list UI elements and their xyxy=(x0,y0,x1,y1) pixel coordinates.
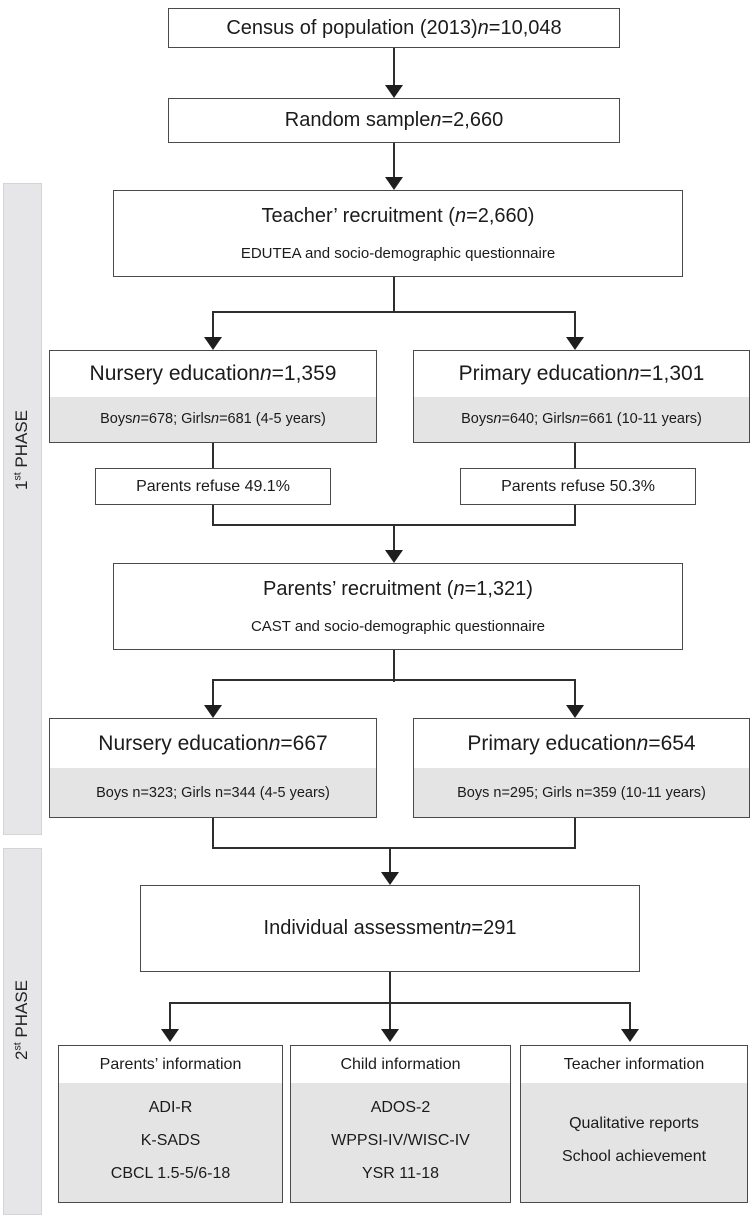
n-symbol: n xyxy=(627,361,640,385)
flow-line xyxy=(393,48,395,88)
text-part: Nursery education xyxy=(89,361,260,385)
text-part: =2,660 xyxy=(441,109,504,131)
n-symbol: n xyxy=(571,411,581,428)
phase1-label xyxy=(13,410,33,490)
ordinal-suffix: st xyxy=(11,472,24,481)
list-item: ADI-R xyxy=(148,1098,193,1116)
text-part: =661 (10-11 years) xyxy=(580,411,702,428)
flow-line xyxy=(389,972,391,1004)
parents-information-box xyxy=(58,1045,283,1203)
flow-line xyxy=(393,524,395,552)
teacher-recruitment-title xyxy=(114,205,682,228)
text-part: =291 xyxy=(471,917,517,939)
parents-refuse-right-box xyxy=(460,468,696,505)
flow-line xyxy=(212,311,214,339)
flow-line xyxy=(389,1002,391,1030)
text-part: Nursery education xyxy=(98,731,269,755)
flow-line xyxy=(574,505,576,526)
n-symbol: n xyxy=(636,731,649,755)
list-item: School achievement xyxy=(561,1148,707,1165)
text-part: =640; Girls xyxy=(501,411,572,428)
text-part: =654 xyxy=(648,731,696,755)
census-title xyxy=(169,9,619,47)
flow-line xyxy=(393,143,395,180)
nursery-phase2-detail: Boys n=323; Girls n=344 (4-5 years) xyxy=(50,768,376,817)
text-part: =1,301 xyxy=(639,361,705,385)
arrow-down-icon xyxy=(621,1029,639,1042)
ordinal-suffix: st xyxy=(11,1042,24,1051)
flow-line xyxy=(212,679,576,681)
text-part: PHASE xyxy=(12,409,32,473)
n-symbol: n xyxy=(430,109,442,131)
child-information-list xyxy=(291,1083,510,1202)
census-box xyxy=(168,8,620,48)
text-part: Boys xyxy=(100,411,133,428)
text-part: 1 xyxy=(12,480,32,491)
arrow-down-icon xyxy=(204,705,222,718)
primary-phase1-box xyxy=(413,350,750,443)
parents-recruitment-title xyxy=(114,578,682,601)
flow-line xyxy=(212,679,214,708)
arrow-down-icon xyxy=(385,85,403,98)
parents-information-title: Parents’ information xyxy=(99,1055,242,1073)
text-part: =681 (4-5 years) xyxy=(219,411,326,428)
flow-line xyxy=(169,1002,171,1030)
primary-phase1-title xyxy=(414,351,749,397)
parents-refuse-left-label: Parents refuse 49.1% xyxy=(136,477,290,495)
primary-phase2-detail: Boys n=295; Girls n=359 (10-11 years) xyxy=(414,768,749,817)
arrow-down-icon xyxy=(381,1029,399,1042)
nursery-phase2-title xyxy=(50,719,376,768)
n-symbol: n xyxy=(493,411,502,428)
n-symbol: n xyxy=(268,731,281,755)
text-part: =2,660) xyxy=(466,205,535,228)
flow-line xyxy=(629,1002,631,1030)
n-symbol: n xyxy=(210,411,220,428)
parents-recruitment-subtitle: CAST and socio-demographic questionnaire xyxy=(250,617,546,635)
list-item: CBCL 1.5-5/6-18 xyxy=(110,1164,231,1182)
teacher-information-list xyxy=(521,1083,747,1202)
list-item: K-SADS xyxy=(140,1131,201,1149)
arrow-down-icon xyxy=(385,177,403,190)
list-item: Qualitative reports xyxy=(569,1115,699,1132)
n-symbol: n xyxy=(132,411,141,428)
arrow-down-icon xyxy=(161,1029,179,1042)
teacher-recruitment-box xyxy=(113,190,683,277)
text-part: Primary education xyxy=(458,361,628,385)
flow-line xyxy=(574,443,576,468)
text-part: Parents’ recruitment ( xyxy=(263,578,454,601)
flow-line xyxy=(574,818,576,849)
n-symbol: n xyxy=(259,361,272,385)
teacher-information-title: Teacher information xyxy=(563,1055,705,1073)
text-part: Boys xyxy=(461,411,494,428)
child-information-title: Child information xyxy=(340,1055,461,1073)
text-part: Census of population (2013) xyxy=(226,16,478,39)
text-part: Primary education xyxy=(467,731,637,755)
flow-line xyxy=(212,505,214,526)
flow-line xyxy=(393,277,395,313)
parents-refuse-right-label: Parents refuse 50.3% xyxy=(501,477,655,495)
flow-line xyxy=(574,679,576,708)
parents-information-list xyxy=(59,1083,282,1202)
flow-line xyxy=(212,847,576,849)
text-part: =10,048 xyxy=(488,16,562,39)
individual-assessment-box xyxy=(140,885,640,972)
text-part: =667 xyxy=(280,731,328,755)
arrow-down-icon xyxy=(566,337,584,350)
flow-line xyxy=(212,818,214,849)
list-item: WPPSI-IV/WISC-IV xyxy=(331,1131,470,1149)
n-symbol: n xyxy=(453,578,465,601)
individual-assessment-title xyxy=(141,886,639,971)
n-symbol: n xyxy=(460,917,472,939)
parents-refuse-left-box xyxy=(95,468,331,505)
flow-line xyxy=(212,443,214,468)
text-part: 2 xyxy=(12,1050,32,1061)
phase2-label-wrap xyxy=(3,955,42,1085)
flow-line xyxy=(389,847,391,875)
random-sample-title xyxy=(169,99,619,142)
arrow-down-icon xyxy=(566,705,584,718)
nursery-phase1-box xyxy=(49,350,377,443)
child-information-box xyxy=(290,1045,511,1203)
random-sample-box xyxy=(168,98,620,143)
phase1-label-wrap xyxy=(3,380,42,520)
nursery-phase1-title xyxy=(50,351,376,397)
nursery-phase2-box xyxy=(49,718,377,818)
teacher-recruitment-subtitle: EDUTEA and socio-demographic questionnaire xyxy=(240,244,556,262)
text-part: =1,359 xyxy=(271,361,337,385)
arrow-down-icon xyxy=(385,550,403,563)
list-item: ADOS-2 xyxy=(370,1098,431,1116)
text-part: =678; Girls xyxy=(140,411,211,428)
arrow-down-icon xyxy=(381,872,399,885)
arrow-down-icon xyxy=(204,337,222,350)
phase2-label xyxy=(13,980,33,1060)
primary-phase1-detail xyxy=(414,397,749,443)
parents-recruitment-box xyxy=(113,563,683,650)
primary-phase2-box xyxy=(413,718,750,818)
primary-phase2-title xyxy=(414,719,749,768)
text-part: Teacher’ recruitment ( xyxy=(261,205,455,228)
n-symbol: n xyxy=(477,16,489,39)
text-part: Random sample xyxy=(284,109,431,131)
flow-line xyxy=(393,650,395,682)
list-item: YSR 11-18 xyxy=(361,1164,440,1182)
n-symbol: n xyxy=(454,205,467,228)
text-part: Individual assessment xyxy=(263,917,461,939)
nursery-phase1-detail xyxy=(50,397,376,443)
teacher-information-box xyxy=(520,1045,748,1203)
flow-line xyxy=(574,311,576,339)
text-part: =1,321) xyxy=(464,578,533,601)
flow-line xyxy=(212,311,576,313)
text-part: PHASE xyxy=(12,979,32,1043)
flow-line xyxy=(169,1002,631,1004)
